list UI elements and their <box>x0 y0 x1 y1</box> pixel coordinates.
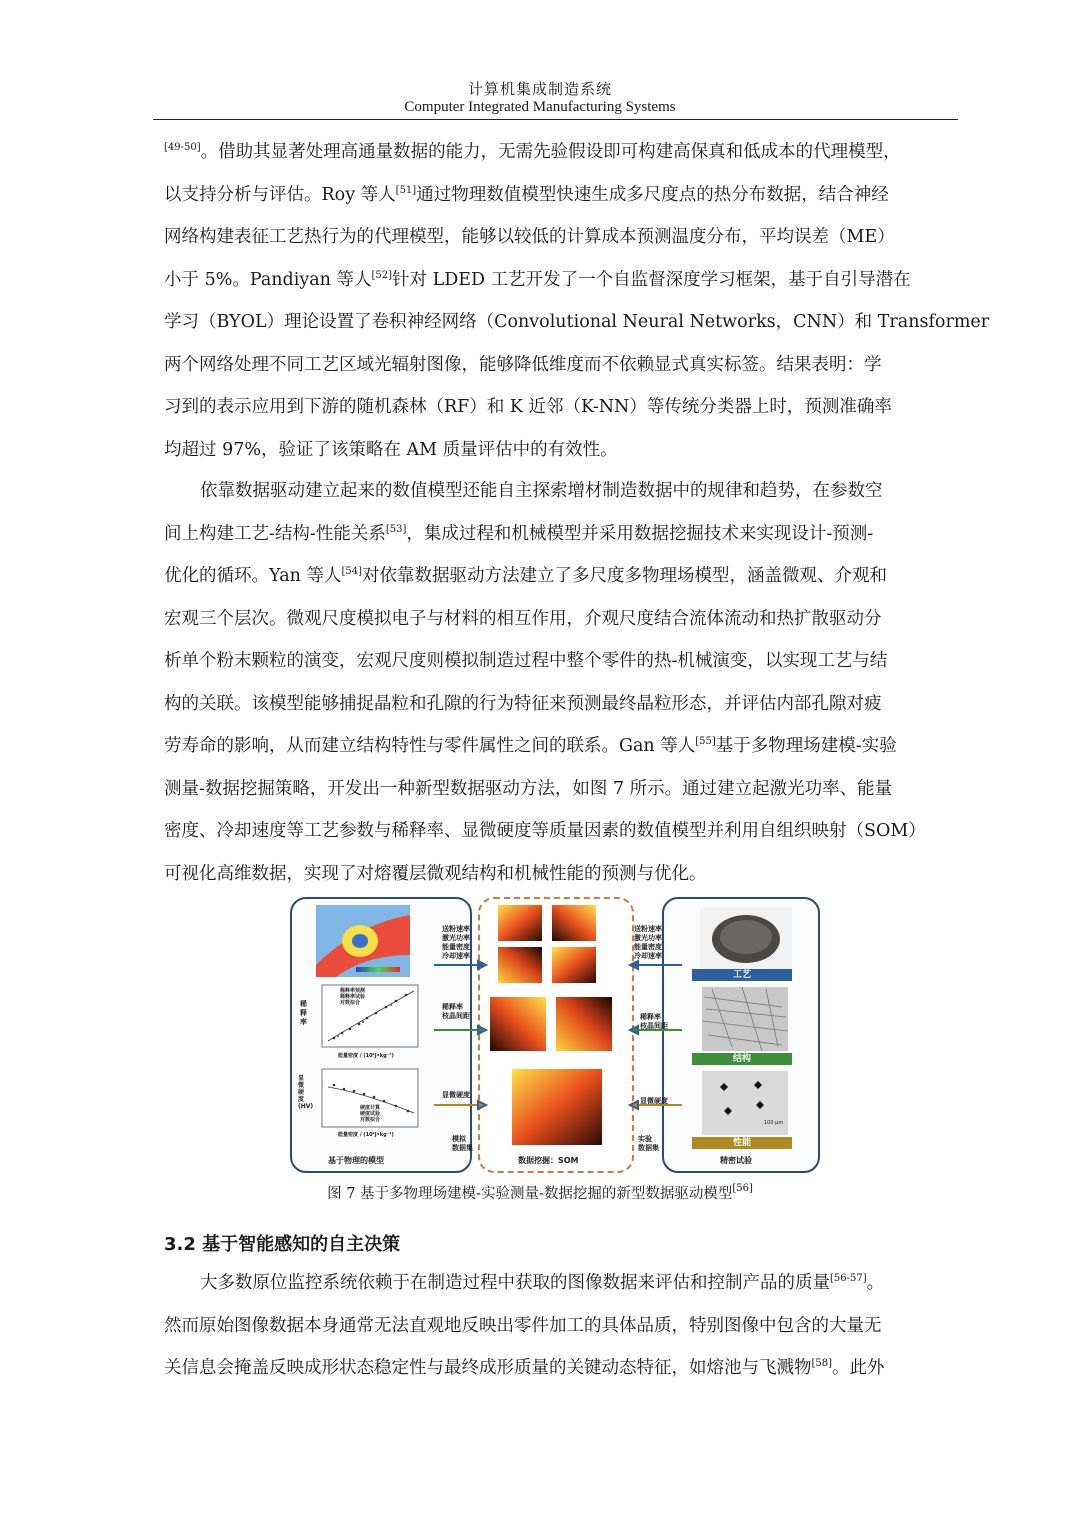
plot2-xlabel: 能量密度 / (10⁹J•kg⁻¹) <box>338 1132 394 1138</box>
sample-photo <box>700 907 792 969</box>
journal-title-cn: 计算机集成制造系统 <box>467 80 612 98</box>
header-divider <box>153 119 958 120</box>
scale-bar-label: 100 μm <box>764 1120 784 1126</box>
citation[interactable]: [51] <box>395 184 417 196</box>
plot1-ylabel: 稀释率 <box>300 1000 307 1026</box>
paragraph-3: 大多数原位监控系统依赖于在制造过程中获取的图像数据来评估和控制产品的质量[56-57]。 然而原始图像数据本身通常无法直观地反映出零件加工的具体品质，特别图像中包含的大量无 关信息会掩盖反映成形状态稳定性与最终成形质量的关键动态特征，如熔池与飞溅物[58]。此外 <box>164 1273 885 1378</box>
section-heading: 3.2 基于智能感知的自主决策 <box>164 1234 401 1255</box>
paragraph-2: 依靠数据驱动建立起来的数值模型还能自主探索增材制造数据中的规律和趋势，在参数空 间上构建工艺-结构-性能关系[53]，集成过程和机械模型并采用数据挖掘技术来实现设计-预测- 优化的循环。Yan 等人[54]对依靠数据驱动方法建立了多尺度多物理场模型，涵盖微观、介观和 宏观三个层次。微观尺度模拟电子与材料的相互作用，介观尺度结合流体流动和热扩散驱动分 析单个粉末颗粒的演变，宏观尺度则模拟制造过程中整个零件的热-机械演变，以实现工艺与结 构的关联。该模型能够捕捉晶粒和孔隙的行为特征来预测最终晶粒形态，并评估内部孔隙对疲 劳寿命的影响，从而建立结构特性与零件属性之间的联系。Gan 等人[55]基于多物理场建模-实验 测量-数据挖掘策略，开发出一种新型数据驱动方法，如图 7 所示。通过建立起激光功率、能量 密度、冷却速度等工艺参数与稀释率、显微硬度等质量因素的数值模型并利用自组织映射（SOM） 可视化高维数据，实现了对熔覆层微观结构和机械性能的预测与优化。 <box>164 481 926 884</box>
citation[interactable]: [55] <box>695 736 716 747</box>
citation[interactable]: [53] <box>385 523 407 535</box>
plot2-ylabel: 显微硬度 (HV) <box>298 1075 314 1110</box>
params-left: 送粉速率 激光功率 能量密度 冷却速率 <box>442 925 470 960</box>
citation[interactable]: [58] <box>811 1358 833 1369</box>
experiment-title: 精密试验 <box>720 1156 752 1165</box>
citation[interactable]: [49-50] <box>164 142 201 153</box>
tag-property: 性能 <box>692 1137 792 1149</box>
paragraph-1: [49-50]。借助其显著处理高通量数据的能力，无需先验假设即可构建高保真和低成本的代理模型， 以支持分析与评估。Roy 等人[51]通过物理数值模型快速生成多尺度点的热分布数据，结合神经 网络构建表征工艺热行为的代理模型，能够以较低的计算成本预测温度分布，平均误差（ME） 小于 5%。Pandiyan 等人[52]针对 LDED 工艺开发了一个自监督深度学习框架，基于自引导潜在 学习（BYOL）理论设置了卷积神经网络（Convolutional Neural Networks，CNN）和 Transformer 两个网络处理不同工艺区域光辐射图像，能够降低维度而不依赖显式真实标签。结果表明：学 习到的表示应用到下游的随机森林（RF）和 K 近邻（K-NN）等传统分类器上时，预测准确率 均超过 97%，验证了该策略在 AM 质量评估中的有效性。 <box>164 142 990 460</box>
journal-title-en: Computer Integrated Manufacturing Systems <box>404 99 676 115</box>
citation[interactable]: [56] <box>732 1183 753 1194</box>
dilution-left: 稀释率 枝晶间距 <box>442 1003 470 1020</box>
hardness-plot <box>304 1067 422 1137</box>
physics-model-title: 基于物理的模型 <box>328 1156 384 1165</box>
figure-caption: 图 7 基于多物理场建模-实验测量-数据挖掘的新型数据驱动模型[56] <box>327 1183 753 1202</box>
citation[interactable]: [56-57] <box>830 1273 867 1284</box>
plot1-xlabel: 能量密度 / (10⁹J•kg⁻¹) <box>338 1053 394 1059</box>
plot1-legend: 稀释率预测 稀释率试验 对数拟合 <box>340 988 366 1006</box>
citation[interactable]: [54] <box>341 566 362 577</box>
microstructure-image <box>702 987 788 1051</box>
citation[interactable]: [52] <box>371 269 393 281</box>
som-title: 数据挖掘：SOM <box>518 1156 579 1165</box>
dilution-right: 稀释率 枝晶间距 <box>640 1013 668 1030</box>
figure-7 <box>290 895 820 1175</box>
tag-structure: 结构 <box>692 1053 792 1065</box>
hardness-left: 显微硬度 <box>442 1091 470 1099</box>
tag-process: 工艺 <box>692 969 792 981</box>
exp-dataset-label: 实验 数据集 <box>638 1135 659 1152</box>
hardness-right: 显微硬度 <box>640 1097 668 1105</box>
thermal-simulation-image <box>316 905 410 977</box>
right-arrows <box>626 955 686 1115</box>
som-maps <box>490 903 620 1153</box>
left-arrows <box>430 955 490 1115</box>
params-right: 送粉速率 激光功率 能量密度 冷却速率 <box>634 925 662 960</box>
plot2-legend: 硬度计算 硬度试验 对数拟合 <box>360 1105 381 1123</box>
sim-dataset-label: 模拟 数据集 <box>452 1135 473 1152</box>
